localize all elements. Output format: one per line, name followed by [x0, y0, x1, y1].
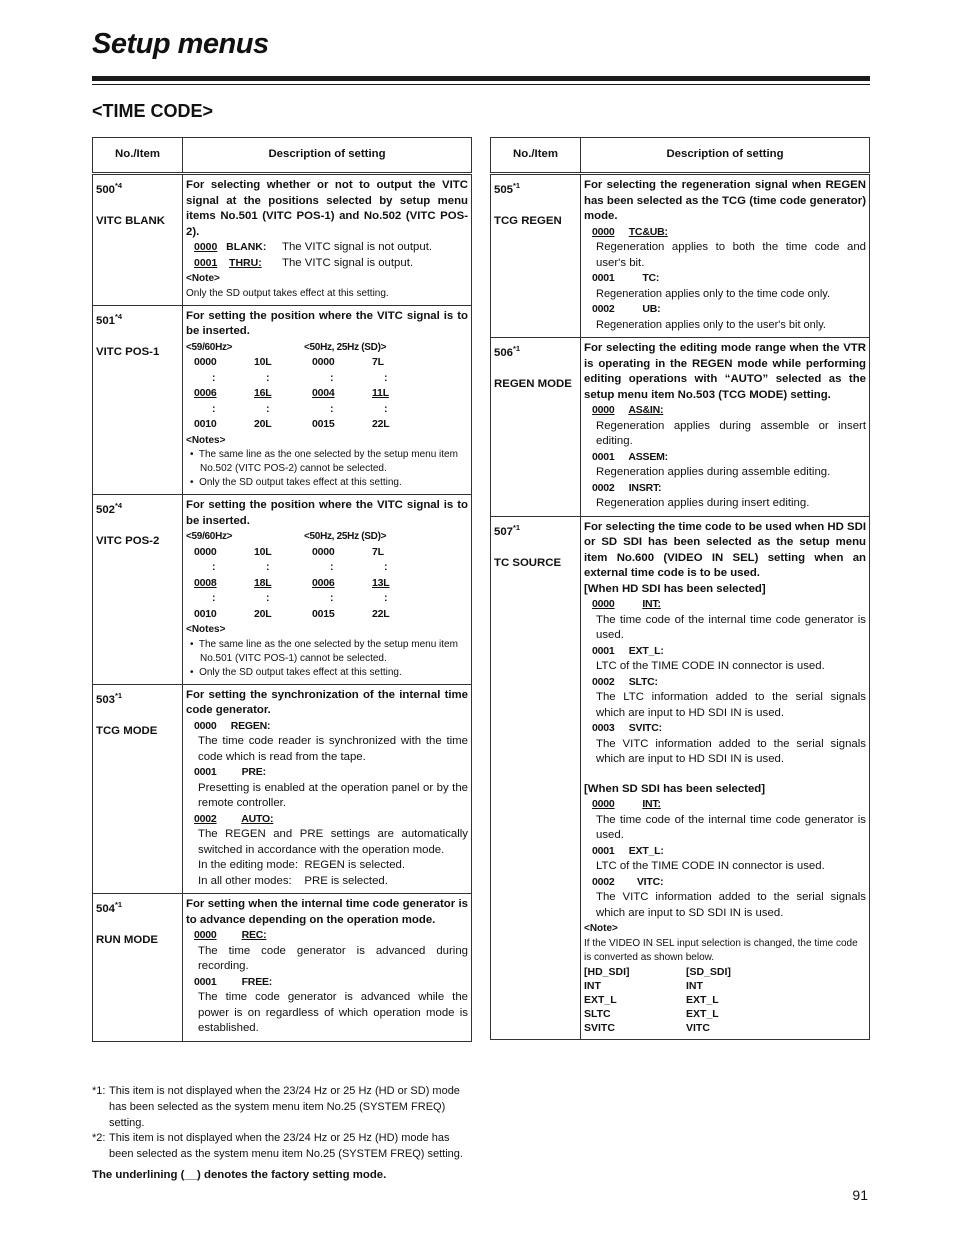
- conversion-table: [HD_SDI] [SD_SDI] INT INT EXT_L EXT_L SLTC EXT_L SVITC VITC: [584, 965, 731, 1034]
- settings-table-right: [490, 137, 870, 1040]
- item-name: TCG REGEN: [494, 215, 562, 228]
- option-desc: The time code of the internal time code generator is used.: [596, 613, 866, 641]
- option-desc: LTC of the TIME CODE IN connector is used.: [596, 860, 825, 872]
- footnote-1: *1: This item is not displayed when the 23/24 Hz or 25 Hz (HD or SD) mode has been selected as the system menu item No.25 (SYSTEM FREQ) setting.: [92, 1085, 460, 1129]
- option-desc: Regeneration applies only to the time code only.: [596, 287, 830, 300]
- option-label: 0000 AS&IN:: [592, 404, 664, 416]
- option-desc: The REGEN and PRE settings are automatically switched in accordance with the operation mode.: [198, 828, 468, 856]
- table-row: [491, 338, 870, 517]
- item-number: 504$^{*1}$: [96, 900, 123, 915]
- option-label: 0001 FREE:: [194, 975, 273, 988]
- factory-setting-note: The underlining (__) denotes the factory setting mode.: [92, 1169, 387, 1181]
- item-number: 501$^{*4}$: [96, 311, 123, 327]
- option-label: 0000 INT:: [592, 598, 661, 610]
- page-title: Setup menus: [92, 28, 269, 60]
- item-name: REGEN MODE: [494, 378, 572, 391]
- item-cell: [491, 516, 581, 1039]
- setting-heading: For setting the synchronization of the internal time code generator.: [186, 688, 468, 716]
- table-row: [93, 305, 472, 495]
- option-desc: LTC of the TIME CODE IN connector is used.: [596, 660, 825, 672]
- frequency-headers: <59/60Hz> <50Hz, 25Hz (SD)>: [186, 341, 387, 353]
- table-row: [93, 894, 472, 1042]
- option-label: 0001 PRE:: [194, 766, 266, 778]
- setting-heading: For selecting whether or not to output the VITC signal at the positions selected by setup menu items No.501 (VITC POS-1) and No.502 (VITC POS-2).: [186, 179, 468, 238]
- option-label: 0002 INSRT:: [592, 481, 662, 494]
- option-label: 0000 REGEN:: [194, 719, 271, 732]
- note-label: <Note>: [584, 923, 618, 934]
- option-label: 0002 UB:: [592, 303, 661, 315]
- note-bullet: • Only the SD output takes effect at this setting.: [190, 666, 402, 678]
- option-desc: Regeneration applies to both the time code and user's bit.: [596, 241, 866, 269]
- option-desc: The VITC signal is output.: [282, 256, 414, 269]
- option-desc-line: In all other modes: PRE is selected.: [198, 874, 388, 887]
- description-cell: [183, 174, 472, 306]
- page-number: 91: [852, 1187, 868, 1203]
- option-label: 0003 SVITC:: [592, 722, 662, 734]
- item-number: 507$^{*1}$: [494, 522, 521, 538]
- frequency-headers: <59/60Hz> <50Hz, 25Hz (SD)>: [186, 531, 387, 542]
- note-label: <Note>: [186, 273, 220, 284]
- note-text: If the VIDEO IN SEL input selection is changed, the time code is converted as shown below.: [584, 937, 858, 963]
- option-label: 0001 TC:: [592, 272, 660, 284]
- notes-label: <Notes>: [186, 434, 226, 446]
- option-row: 0000 BLANK: The VITC signal is not output.: [186, 240, 468, 256]
- option-desc: The VITC information added to the serial signals which are input to SD SDI IN is used.: [596, 891, 866, 919]
- option-label: 0002 AUTO:: [194, 812, 274, 825]
- note-bullet: • The same line as the one selected by the setup menu item No.501 (VITC POS-1) cannot be selected.: [190, 638, 458, 664]
- option-label: 0001 EXT_L:: [592, 844, 664, 857]
- settings-table-left: [92, 137, 472, 1042]
- item-cell: [93, 894, 183, 1042]
- item-cell: [93, 495, 183, 685]
- item-cell: [93, 684, 183, 894]
- option-desc: The time code reader is synchronized with the time code which is read from the tape.: [198, 735, 468, 763]
- item-number: 502$^{*4}$: [96, 501, 123, 516]
- table-row: [93, 174, 472, 306]
- subheading-hd-sdi: [When HD SDI has been selected]: [584, 582, 766, 595]
- option-label: 0001 ASSEM:: [592, 450, 668, 463]
- item-cell: [491, 174, 581, 338]
- note-text: Only the SD output takes effect at this setting.: [186, 287, 389, 299]
- title-rule-thick: [92, 76, 870, 81]
- table-header-row: [93, 138, 472, 174]
- option-label: 0000 INT:: [592, 798, 661, 810]
- option-row: 0001 THRU: The VITC signal is output.: [186, 256, 468, 272]
- option-desc: The VITC information added to the serial signals which are input to HD SDI IN is used.: [596, 737, 866, 765]
- item-name: TCG MODE: [96, 724, 158, 737]
- setting-heading: For selecting the regeneration signal when REGEN has been selected as the TCG (time code generator) mode.: [584, 179, 866, 222]
- description-cell: [183, 305, 472, 495]
- table-row: [93, 495, 472, 685]
- position-grid: 0000 10L 0000 7L : : : : 0008 18L 0006 13L : : : : 0010 20L 0015 22L: [194, 545, 390, 620]
- table-row: [491, 174, 870, 338]
- item-number: 506$^{*1}$: [494, 344, 521, 359]
- description-cell: [581, 174, 870, 338]
- position-grid: 0000 10L 0000 7L : : : : 0006 16L 0004 11L : : : : 0010 20L 0015 22L: [194, 356, 390, 430]
- table-row: [93, 684, 472, 894]
- subheading-sd-sdi: [When SD SDI has been selected]: [584, 782, 766, 795]
- item-cell: [93, 305, 183, 495]
- item-number: 500$^{*4}$: [96, 181, 123, 196]
- description-cell: [183, 495, 472, 685]
- option-label: 0000 TC&UB:: [592, 225, 668, 238]
- setting-heading: For selecting the editing mode range when the VTR is operating in the REGEN mode while performing editing operations with “AUTO” selected as the setup menu item No.503 (TCG MODE) setting.: [584, 342, 866, 401]
- section-title: <TIME CODE>: [92, 101, 214, 121]
- description-cell: [581, 338, 870, 517]
- item-cell: [491, 338, 581, 517]
- item-cell: [93, 174, 183, 306]
- option-desc: The VITC signal is not output.: [282, 241, 433, 253]
- header-no-item: No./Item: [491, 138, 581, 174]
- option-label: 0002 SLTC:: [592, 675, 658, 688]
- title-rule-thin: [92, 84, 870, 85]
- header-no-item: No./Item: [93, 138, 183, 174]
- option-desc: The time code of the internal time code generator is used.: [596, 813, 866, 841]
- item-number: 503$^{*1}$: [96, 690, 123, 706]
- description-cell: [581, 516, 870, 1039]
- option-desc: Regeneration applies only to the user's bit only.: [596, 318, 826, 331]
- setting-heading: For setting the position where the VITC signal is to be inserted.: [186, 499, 468, 527]
- item-name: VITC BLANK: [96, 215, 165, 228]
- item-name: VITC POS-1: [96, 345, 160, 358]
- setting-heading: For selecting the time code to be used when HD SDI or SD SDI has been selected as the setup menu item No.600 (VIDEO IN SEL) setting when an external time code is to be used.: [584, 520, 866, 579]
- table-row: [491, 516, 870, 1039]
- note-bullet: • The same line as the one selected by the setup menu item No.502 (VITC POS-2) cannot be selected.: [190, 449, 458, 474]
- setting-heading: For setting the position where the VITC signal is to be inserted.: [186, 309, 468, 337]
- table-header-row: [491, 138, 870, 174]
- option-desc-line: In the editing mode: REGEN is selected.: [198, 859, 406, 871]
- option-desc: The LTC information added to the serial signals which are input to HD SDI IN is used.: [596, 691, 866, 719]
- footnote-2: *2: This item is not displayed when the 23/24 Hz or 25 Hz (HD) mode has been selected as the system menu item No.25 (SYSTEM FREQ) setting.: [92, 1132, 463, 1160]
- option-desc: Regeneration applies during assemble editing.: [596, 466, 831, 478]
- description-cell: [183, 684, 472, 894]
- description-cell: [183, 894, 472, 1042]
- option-desc: Presetting is enabled at the operation panel or by the remote controller.: [198, 781, 468, 809]
- item-name: RUN MODE: [96, 934, 159, 947]
- header-description: Description of setting: [183, 138, 472, 174]
- setting-heading: For setting when the internal time code generator is to advance depending on the operation mode.: [186, 898, 468, 926]
- notes-label: <Notes>: [186, 624, 226, 635]
- note-bullet: • Only the SD output takes effect at this setting.: [190, 477, 402, 488]
- option-desc: Regeneration applies during assemble or insert editing.: [596, 419, 866, 447]
- option-desc: The time code generator is advanced while the power is on regardless of which operation mode is established.: [198, 991, 468, 1034]
- option-label: 0000 REC:: [194, 929, 267, 941]
- option-desc: Regeneration applies during insert editing.: [596, 497, 810, 509]
- option-desc: The time code generator is advanced during recording.: [198, 944, 468, 972]
- item-name: TC SOURCE: [494, 556, 562, 569]
- header-description: Description of setting: [581, 138, 870, 174]
- item-name: VITC POS-2: [96, 535, 160, 548]
- item-number: 505$^{*1}$: [494, 181, 521, 196]
- option-label: 0001 EXT_L:: [592, 644, 664, 657]
- option-label: 0002 VITC:: [592, 875, 664, 888]
